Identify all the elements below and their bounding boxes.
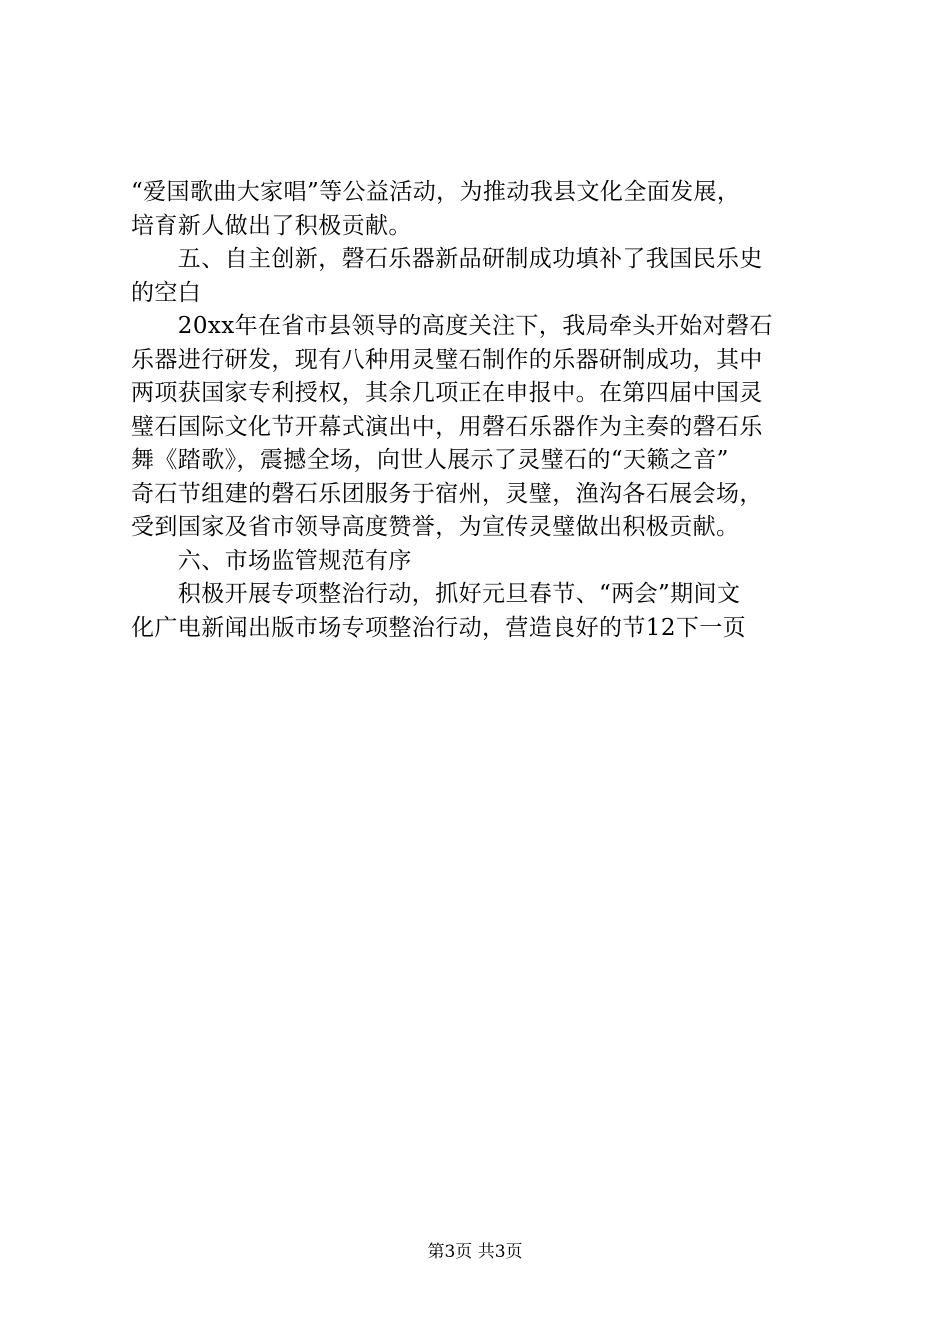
- body-line: 奇石节组建的磬石乐团服务于宿州，灵璧，渔沟各石展会场，: [131, 480, 763, 507]
- page-footer: 第3页 共3页: [427, 1242, 523, 1262]
- body-line: 两项获国家专利授权，其余几项正在申报中。在第四届中国灵: [131, 380, 763, 406]
- body-line: 璧石国际文化节开幕式演出中，用磬石乐器作为主奏的磬石乐: [131, 413, 763, 440]
- body-line: “爱国歌曲大家唱”等公益活动，为推动我县文化全面发展，: [131, 179, 741, 205]
- section-heading: 的空白: [131, 279, 202, 306]
- section-heading: 六、市场监管规范有序: [131, 547, 412, 574]
- body-line: 积极开展专项整治行动，抓好元旦春节、“两会”期间文: [131, 581, 741, 607]
- body-line: 受到国家及省市领导高度赞誉，为宣传灵璧做出积极贡献。: [131, 514, 740, 540]
- body-line: 培育新人做出了积极贡献。: [131, 212, 412, 239]
- section-heading: 五、自主创新，磬石乐器新品研制成功填补了我国民乐史: [131, 246, 763, 272]
- body-line: 舞《踏歌》，震撼全场，向世人展示了灵璧石的“天籁之音”: [131, 447, 729, 473]
- body-line: 20xx年在省市县领导的高度关注下，我局牵头开始对磬石: [131, 313, 773, 339]
- document-body: [131, 176, 831, 645]
- body-line: 乐器进行研发，现有八种用灵璧石制作的乐器研制成功，其中: [131, 346, 763, 373]
- body-line: 化广电新闻出版市场专项整治行动，营造良好的节12下一页: [131, 614, 747, 641]
